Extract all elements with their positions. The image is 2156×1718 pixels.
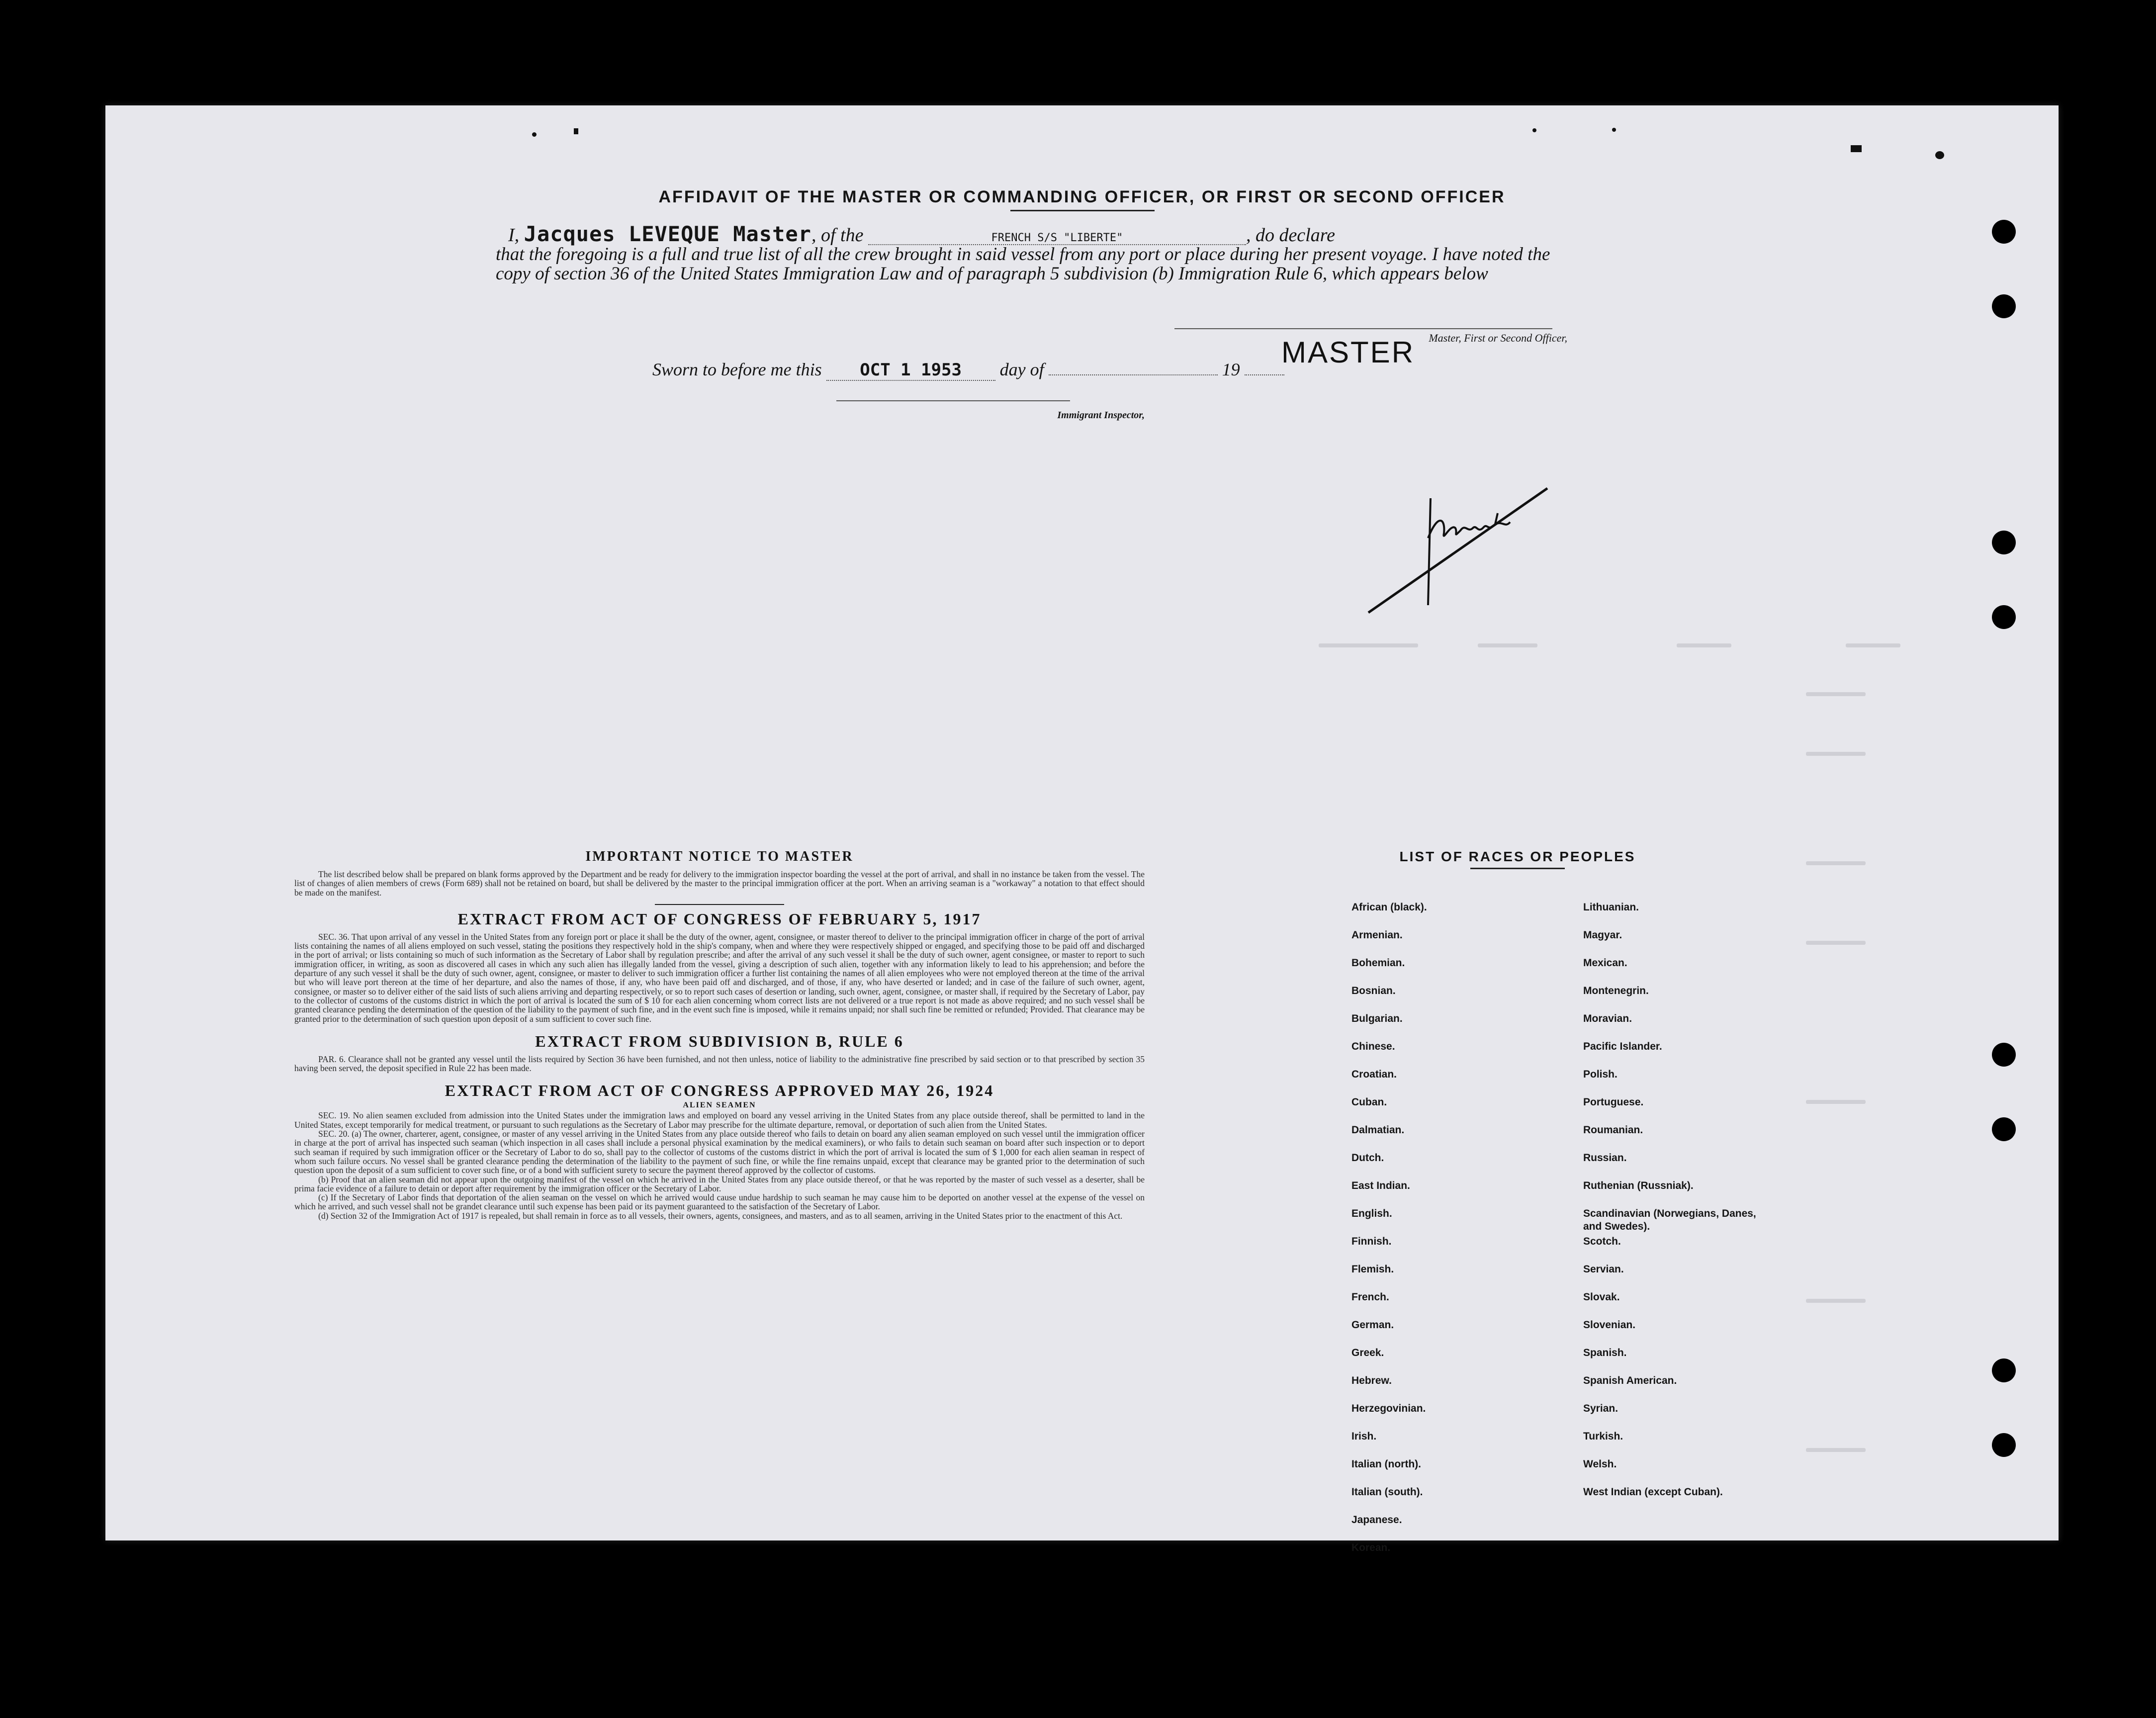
race-list-item: Lithuanian. bbox=[1583, 902, 1639, 913]
extract2-title: EXTRACT FROM SUBDIVISION B, RULE 6 bbox=[535, 1032, 904, 1050]
extract3-subtitle: ALIEN SEAMEN bbox=[683, 1101, 756, 1110]
race-list-item: Scotch. bbox=[1583, 1236, 1621, 1247]
do-declare-text: , do declare bbox=[1246, 225, 1335, 246]
races-title: LIST OF RACES OR PEOPLES bbox=[1399, 849, 1636, 864]
extract3-title: EXTRACT FROM ACT OF CONGRESS APPROVED MAY 26, 1924 bbox=[445, 1082, 994, 1100]
race-list-item: Dalmatian. bbox=[1351, 1124, 1405, 1136]
extract3-sec19: SEC. 19. No alien seamen excluded from admission into the United States under the immigration laws and employed on board any vessel arriving in the United States from any place outside thereof, shall be permitted to land in the United States, except temporarily for medical treatment, or pursuant to such regulations as the Secretary of Labor may prescribe for the ultimate departure, removal, or deportation of such alien from the United States. bbox=[294, 1110, 1145, 1130]
binder-hole bbox=[1992, 294, 2016, 318]
day-of-text: day of bbox=[999, 360, 1044, 379]
notice-title: IMPORTANT NOTICE TO MASTER bbox=[585, 849, 854, 864]
race-list-item: Croatian. bbox=[1351, 1069, 1397, 1080]
race-list-item: Welsh. bbox=[1583, 1458, 1617, 1470]
race-list-item: Armenian. bbox=[1351, 929, 1403, 941]
race-list-item: Russian. bbox=[1583, 1152, 1627, 1164]
scan-speck bbox=[1851, 145, 1862, 152]
binder-hole bbox=[1992, 220, 2016, 244]
divider bbox=[655, 904, 784, 905]
race-list-item: Greek. bbox=[1351, 1347, 1384, 1358]
race-list-item: Italian (south). bbox=[1351, 1486, 1423, 1498]
binder-hole bbox=[1992, 1043, 2016, 1067]
scan-speck bbox=[1612, 128, 1616, 132]
race-list-item: Montenegrin. bbox=[1583, 985, 1649, 996]
race-list-item: Servian. bbox=[1583, 1264, 1624, 1275]
declarant-line bbox=[508, 222, 1335, 246]
race-list-item: Mexican. bbox=[1583, 957, 1627, 969]
show-through-mark bbox=[1806, 1448, 1866, 1452]
race-list-item: Korean. bbox=[1351, 1542, 1391, 1553]
race-list-item: English. bbox=[1351, 1208, 1392, 1219]
title-underline bbox=[1010, 210, 1155, 211]
race-list-item: West Indian (except Cuban). bbox=[1583, 1486, 1723, 1498]
race-list-item: French. bbox=[1351, 1291, 1389, 1303]
extract3-c: (c) If the Secretary of Labor finds that deportation of the alien seaman on the vessel on which he arrived would cause undue hardship to such seaman he may cause him to be deported on another vessel at the expense of the vessel on which he arrived, and such vessel shall not be grandet clearance until such expense has been paid or its payment guaranteed to the satisfaction of the Secretary of Labor. bbox=[294, 1192, 1145, 1212]
race-list-item: Irish. bbox=[1351, 1431, 1377, 1442]
race-list-item: Spanish. bbox=[1583, 1347, 1627, 1358]
race-list-item: Roumanian. bbox=[1583, 1124, 1643, 1136]
race-list-item: Turkish. bbox=[1583, 1431, 1623, 1442]
document-page bbox=[105, 105, 2059, 1553]
races-section bbox=[1219, 849, 1816, 1553]
race-list-item: Slovak. bbox=[1583, 1291, 1620, 1303]
master-stamp: MASTER bbox=[1281, 336, 1415, 369]
race-list-item: Slovenian. bbox=[1583, 1319, 1636, 1331]
of-the-text: , of the bbox=[811, 225, 864, 246]
declarant-name: Jacques LEVEQUE Master bbox=[524, 222, 811, 246]
scan-speck bbox=[1935, 151, 1944, 159]
binder-hole bbox=[1992, 1358, 2016, 1382]
race-list-item: Moravian. bbox=[1583, 1013, 1632, 1024]
master-signature bbox=[1353, 468, 1562, 618]
i-prefix: I, bbox=[508, 225, 520, 246]
race-list-item: Herzegovinian. bbox=[1351, 1403, 1426, 1414]
race-list-item: Scandinavian (Norwegians, Danes, and Swedes). bbox=[1583, 1208, 1756, 1232]
race-list-item: Portuguese. bbox=[1583, 1096, 1644, 1108]
year-blank bbox=[1245, 374, 1284, 375]
extract3-sec20: SEC. 20. (a) The owner, charterer, agent, consignee, or master of any vessel arriving in the United States from any place outside thereof who fails to detain on board any alien seaman employed on such vessel until the immigration officer in charge at the port of arrival has inspected such seaman (which inspection in all cases shall include a personal physical examination by the medical examiners), or who fails to detain such seaman on board after such inspection or to deport such seaman if required by such immigration officer or the Secretary of Labor to do so, shall pay to the collector of customs of the customs district in which the port of arrival is located the sum of $ 1,000 for each alien seaman in respect of whom such failure occurs. No vessel shall be granted clearance pending the determination of the liability to the payment of such fine, or while the fine remains unpaid, except that clearance may be granted prior to the determination of such question upon the deposit of a sum sufficient to cover such fine, or of a bond with sufficient surety to secure the payment thereof approved by the collector of customs. bbox=[294, 1129, 1145, 1175]
scan-speck bbox=[574, 128, 578, 134]
sworn-line bbox=[652, 359, 1284, 381]
races-column-2 bbox=[1583, 901, 1772, 1514]
show-through-mark bbox=[1806, 941, 1866, 945]
extract1-text: SEC. 36. That upon arrival of any vessel in the United States from any foreign port or place it shall be the duty of the owner, agent, consignee, or master thereof to deliver to the principal immigration officer in charge of the port of arrival lists containing the names of all aliens employed on such vessel, stating the positions they respectively hold in the ship's company, when and where they were respectively shipped or engaged, and specifying those to be paid off and discharged in the port of arrival; or lists containing so much of such information as the Secretary of Labor shall by regulation prescribe; and after the arrival of any such vessel it shall be the duty of such owner, agent consignee, or master to report to such immigration officer, in writing, as soon as discovered all cases in which any such alien has illegally landed from the vessel, giving a description of such alien, together with any information likely to lead to his apprehension; and before the departure of any such vessel it shall be the duty of such owner, agent, consignee, or master to deliver to such immigration officer a further list containing the names of all alien employees who were not employed thereon at the time of the arrival but who will leave port thereon at the time of her departure, and also the names of those, if any, who have been paid off and discharged, and of those, if any, who have deserted or landed; and in case of the failure of such owner, agent, consignee, or master so to deliver either of the said lists of such aliens arriving and departing respectively, or so to report such cases of desertion or landing, such owner, agent, consignee, or master shall, if required by the Secretary of Labor, pay to the collector of customs of the customs district in which the port of arrival is located the sum of $ 10 for each alien concerning whom correct lists are not delivered or a true report is not made as above required; and no such vessel shall be granted clearance pending the determination of the question of the liability to the payment of such fine, and in the event such fine is imposed, while it remains unpaid; nor shall such fine be remitted or refunded; Provided. That clearance may be granted prior to the determination of such question upon deposit of a sum sufficient to cover such fine. bbox=[294, 931, 1145, 1024]
year-prefix: 19 bbox=[1222, 360, 1240, 379]
notice-intro: The list described below shall be prepared on blank forms approved by the Department and be ready for delivery to the immigration inspector boarding the vessel at the port of arrival, and shall in no instance be taken from the vessel. The list of changes of alien members of crews (Form 689) shall not be retained on board, but shall be delivered by the master to the principal immigration officer at the port. When an arriving seaman is a "workaway" a notation to that effect should be made on the manifest. bbox=[294, 869, 1145, 898]
race-list-item: Flemish. bbox=[1351, 1264, 1394, 1275]
race-list-item: Italian (north). bbox=[1351, 1458, 1421, 1470]
race-list-item: Polish. bbox=[1583, 1069, 1617, 1080]
race-list-item: Bosnian. bbox=[1351, 985, 1396, 996]
race-list-item: Magyar. bbox=[1583, 929, 1622, 941]
race-list-item: Japanese. bbox=[1351, 1514, 1402, 1526]
show-through-mark bbox=[1806, 752, 1866, 756]
extract2-text: PAR. 6. Clearance shall not be granted any vessel until the lists required by Section 36 have been furnished, and not then unless, notice of liability to the administrative fine prescribed by said section or to that prescribed by section 35 having been served, the deposit specified in Rule 22 has been made. bbox=[294, 1054, 1145, 1074]
day-of-blank bbox=[1049, 374, 1218, 375]
show-through-mark bbox=[1319, 643, 1418, 647]
important-notice-section bbox=[294, 849, 1145, 1220]
race-list-item: Pacific Islander. bbox=[1583, 1041, 1662, 1052]
binder-hole bbox=[1992, 605, 2016, 629]
race-list-item: Chinese. bbox=[1351, 1041, 1395, 1052]
races-column-1 bbox=[1351, 901, 1481, 1569]
race-list-item: Ruthenian (Russniak). bbox=[1583, 1180, 1694, 1191]
vessel-name-stamp: FRENCH S/S "LIBERTE" bbox=[868, 232, 1246, 245]
race-list-item: African (black). bbox=[1351, 902, 1427, 913]
race-list-item: Syrian. bbox=[1583, 1403, 1618, 1414]
show-through-mark bbox=[1478, 643, 1537, 647]
show-through-mark bbox=[1846, 643, 1900, 647]
extract1-title: EXTRACT FROM ACT OF CONGRESS OF FEBRUARY 5, 1917 bbox=[457, 909, 982, 928]
affidavit-title: AFFIDAVIT OF THE MASTER OR COMMANDING OFFICER, OR FIRST OR SECOND OFFICER bbox=[658, 187, 1506, 206]
scan-speck bbox=[532, 132, 537, 137]
show-through-mark bbox=[1806, 1100, 1866, 1104]
races-underline bbox=[1470, 868, 1565, 869]
race-list-item: German. bbox=[1351, 1319, 1394, 1331]
scan-speck bbox=[1532, 128, 1536, 132]
extract3-d: (d) Section 32 of the Immigration Act of 1917 is repealed, but shall remain in force as to all vessels, their owners, agents, consignees, and masters, and as to all seamen, arriving in the United States prior to the enactment of this Act. bbox=[318, 1210, 1123, 1221]
extract3-b: (b) Proof that an alien seaman did not appear upon the outgoing manifest of the vessel on which he arrived in the United States from any place outside thereof, or that he was reported by the master of such vessel as a deserter, shall be prima facie evidence of a failure to detain or deport after requirement by the immigration officer or the Secretary of Labor. bbox=[294, 1174, 1145, 1193]
date-stamp: OCT 1 1953 bbox=[826, 360, 995, 381]
binder-hole bbox=[1992, 531, 2016, 554]
race-list-item: Finnish. bbox=[1351, 1236, 1392, 1247]
race-list-item: Bohemian. bbox=[1351, 957, 1405, 969]
show-through-mark bbox=[1677, 643, 1731, 647]
declaration-text: that the foregoing is a full and true list of all the crew brought in said vessel from any port or place during her present voyage. I have noted the copy of section 36 of the United States Immigration Law and of paragraph 5 subdivision (b) Immigration Rule 6, which appears below bbox=[496, 244, 1550, 284]
race-list-item: Cuban. bbox=[1351, 1096, 1387, 1108]
sworn-prefix: Sworn to before me this bbox=[652, 360, 822, 379]
race-list-item: Hebrew. bbox=[1351, 1375, 1392, 1386]
binder-hole bbox=[1992, 1433, 2016, 1457]
signature-label: Master, First or Second Officer, bbox=[1429, 332, 1567, 344]
show-through-mark bbox=[1806, 1299, 1866, 1303]
race-list-item: Spanish American. bbox=[1583, 1375, 1677, 1386]
inspector-label: Immigrant Inspector, bbox=[1057, 410, 1145, 421]
show-through-mark bbox=[1806, 692, 1866, 696]
race-list-item: Bulgarian. bbox=[1351, 1013, 1403, 1024]
inspector-signature-line bbox=[836, 400, 1070, 401]
signature-line bbox=[1174, 328, 1552, 329]
binder-hole bbox=[1992, 1117, 2016, 1141]
race-list-item: Dutch. bbox=[1351, 1152, 1384, 1164]
race-list-item: East Indian. bbox=[1351, 1180, 1410, 1191]
